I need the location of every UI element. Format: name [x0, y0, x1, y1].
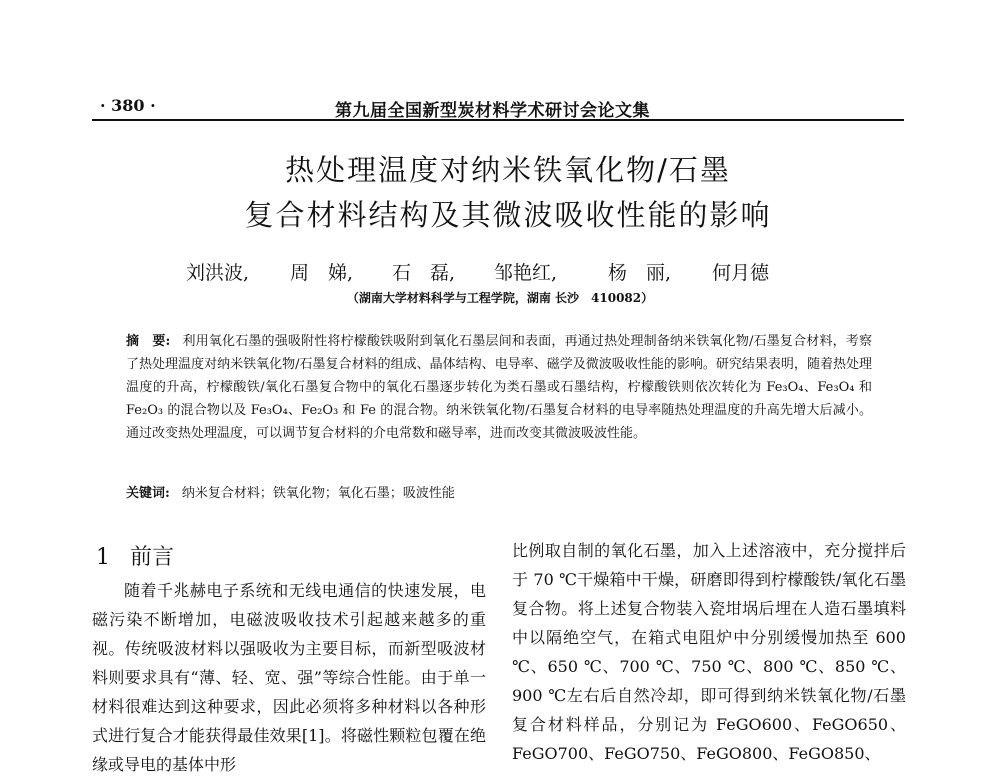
author-name: 周 娣,: [290, 262, 354, 284]
affiliation: （湖南大学材料科学与工程学院，湖南 长沙 410082）: [346, 291, 654, 305]
section-title: 前言: [130, 545, 175, 570]
author-name: 石 磊,: [392, 262, 456, 284]
header-rule: [92, 119, 904, 121]
keywords-text: 纳米复合材料；铁氧化物；氧化石墨；吸波性能: [181, 486, 455, 501]
author-name: 邹艳红,: [494, 262, 558, 284]
journal-title: 第九届全国新型炭材料学术研讨会论文集: [335, 101, 650, 121]
author-name: 刘洪波,: [186, 262, 250, 284]
article-title-line-1: 热处理温度对纳米铁氧化物/石墨: [285, 153, 731, 187]
author-name: 何月德: [712, 262, 770, 284]
abstract: [126, 330, 872, 445]
body-column-left: 随着千兆赫电子系统和无线电通信的快速发展，电磁污染不断增加，电磁波吸收技术引起越来越多的重视。传统吸波材料以强吸收为主要目标，而新型吸波材料则要求具有“薄、轻、宽、强”等综合性能。由于单一材料很难达到这种要求，因此必须将多种材料以各种形式进行复合才能获得最佳效果[1]。将磁性颗粒包覆在绝缘或导电的基体中形: [92, 581, 486, 774]
keywords: [126, 482, 455, 501]
page-number: · 380 ·: [100, 96, 156, 115]
section-number: 1: [96, 545, 110, 570]
section-heading: [96, 540, 174, 571]
abstract-text: 利用氧化石墨的强吸附性将柠檬酸铁吸附到氧化石墨层间和表面，再通过热处理制备纳米铁氧化物/石墨复合材料，考察了热处理温度对纳米铁氧化物/石墨复合材料的组成、晶体结构、电导率、磁学及微波吸收性能的影响。研究结果表明，随着热处理温度的升高，柠檬酸铁/氧化石墨复合物中的氧化石墨逐步转化为类石墨或石墨结构，柠檬酸铁则依次转化为 Fe₃O₄、Fe₃O₄ 和 Fe₂O₃ 的混合物以及 Fe₃O₄、Fe₂O₃ 和 Fe 的混合物。纳米铁氧化物/石墨复合材料的电导率随热处理温度的升高先增大后减小。通过改变热处理温度，可以调节复合材料的介电常数和磁导率，进而改变其微波吸波性能。: [126, 334, 872, 441]
abstract-label: 摘 要:: [126, 334, 171, 349]
author-name: 杨 丽,: [608, 262, 672, 284]
article-title-line-2: 复合材料结构及其微波吸收性能的影响: [244, 198, 772, 232]
body-column-right: 比例取自制的氧化石墨，加入上述溶液中，充分搅拌后于 70 ℃干燥箱中干燥，研磨即得到柠檬酸铁/氧化石墨复合物。将上述复合物装入瓷坩埚后埋在人造石墨填料中以隔绝空气，在箱式电阻炉中分别缓慢加热至 600 ℃、650 ℃、700 ℃、750 ℃、800 ℃、850 ℃、900 ℃左右后自然冷却，即可得到纳米铁氧化物/石墨复合材料样品，分别记为 FeGO600、FeGO650、FeGO700、FeGO750、FeGO800、FeGO850、: [512, 541, 906, 763]
keywords-label: 关键词:: [126, 486, 170, 501]
